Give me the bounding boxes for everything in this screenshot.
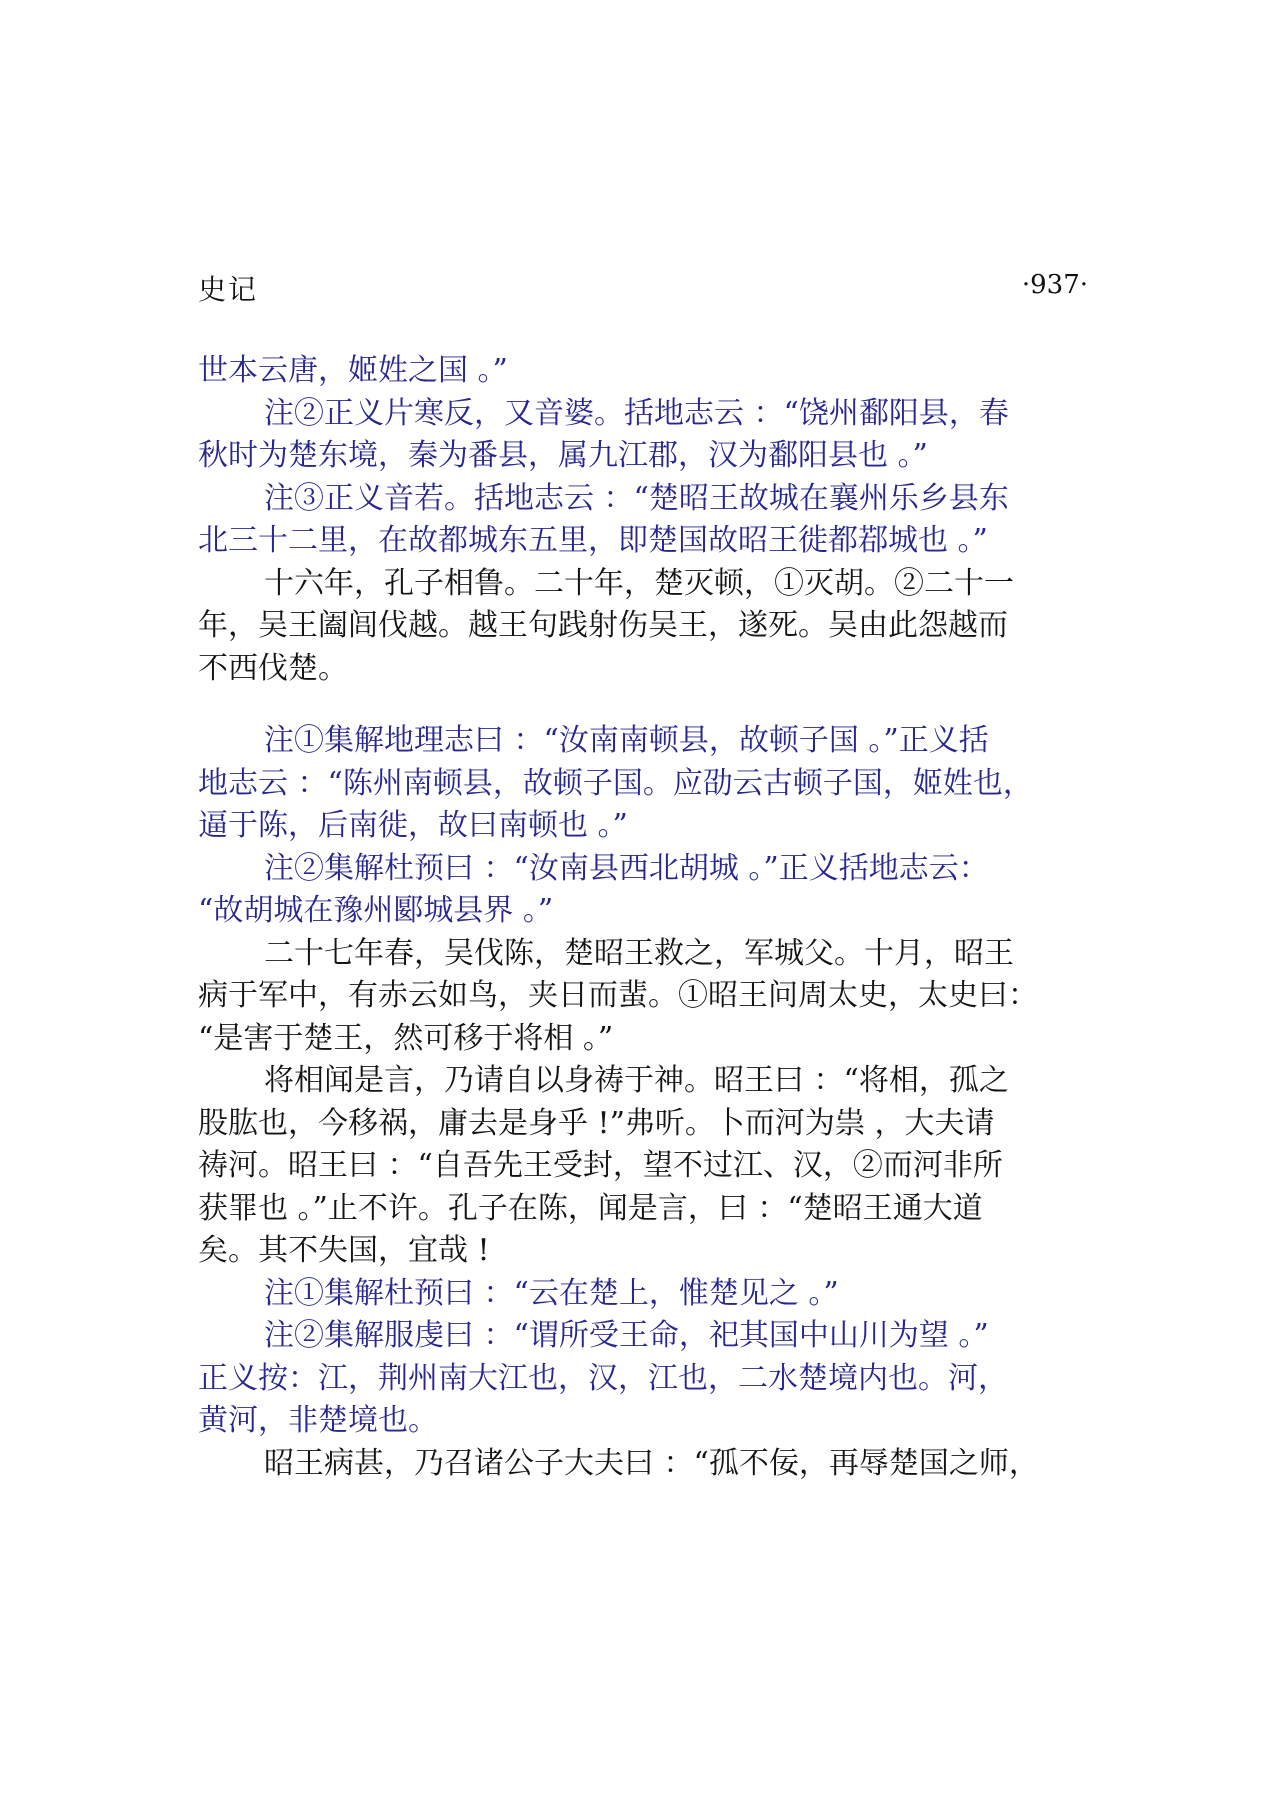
text-line: 病于军中，有赤云如鸟，夹日而蜚。①昭王问周太史，太史曰： — [198, 978, 1038, 1013]
text-line: 股肱也，今移祸，庸去是身乎 !”弗听。卜而河为祟 ，大夫请 — [198, 1105, 995, 1141]
text-line: 年，吴王阖闾伐越。越王句践射伤吴王，遂死。吴由此怨越而 — [198, 608, 1008, 643]
text-line: “是害于楚王，然可移于将相 。” — [198, 1020, 614, 1056]
text-line: 二十七年春，吴伐陈，楚昭王救之，军城父。十月，昭王 — [264, 935, 1014, 971]
text-line: 将相闻是言，乃请自以身祷于神。昭王曰 ：“将相，孤之 — [264, 1063, 1009, 1098]
annotation-line: 世本云唐，姬姓之国 。” — [198, 353, 508, 388]
text-line: 祷河。昭王曰 ：“自吾先王受封，望不过江、汉，②而河非所 — [198, 1148, 1003, 1183]
body-text — [198, 350, 1088, 1485]
annotation-line: 注②集解杜预曰 ：“汝南县西北胡城 。”正义括地志云： — [264, 850, 989, 886]
annotation-line: 注①集解地理志曰 ：“汝南南顿县，故顿子国 。”正义括 — [264, 723, 989, 758]
page-header — [198, 268, 1088, 308]
annotation-line: 注②正义片寒反，又音婆。括地志云 ：“饶州鄱阳县，春 — [264, 395, 1009, 431]
annotation-line: 北三十二里，在故都城东五里，即楚国故昭王徙都鄀城也 。” — [198, 523, 988, 558]
annotation-line: 注①集解杜预曰 ：“云在楚上，惟楚见之 。” — [264, 1275, 839, 1311]
annotation-line: 注②集解服虔曰 ：“谓所受王命，祀其国中山川为望 。” — [264, 1318, 989, 1353]
annotation-line: 逼于陈，后南徙，故曰南顿也 。” — [198, 808, 628, 843]
annotation-line: “故胡城在豫州郾城县界 。” — [198, 893, 554, 928]
annotation-line: 正义按：江，荆州南大江也，汉，江也，二水楚境内也。河， — [198, 1360, 1008, 1396]
annotation-line: 注③正义音若。括地志云 ：“楚昭王故城在襄州乐乡县东 — [264, 480, 1009, 516]
annotation-line: 黄河，非楚境也。 — [198, 1403, 438, 1438]
text-line: 不西伐楚。 — [198, 650, 348, 686]
text-line: 昭王病甚，乃召诸公子大夫曰 ：“孤不佞，再辱楚国之师， — [264, 1445, 1039, 1481]
annotation-line: 秋时为楚东境，秦为番县，属九江郡，汉为鄱阳县也 。” — [198, 438, 928, 473]
page-number: ·937· — [1021, 270, 1088, 300]
text-line: 十六年，孔子相鲁。二十年，楚灭顿，①灭胡。②二十一 — [264, 565, 1014, 601]
annotation-line: 地志云 ：“陈州南顿县，故顿子国。应劭云古顿子国，姬姓也， — [198, 765, 1033, 801]
text-line: 矣。其不失国，宜哉 ! — [198, 1233, 490, 1268]
text-line: 获罪也 。”止不许。孔子在陈，闻是言，曰 ：“楚昭王通大道 — [198, 1190, 983, 1226]
book-title: 史记 — [198, 273, 259, 306]
